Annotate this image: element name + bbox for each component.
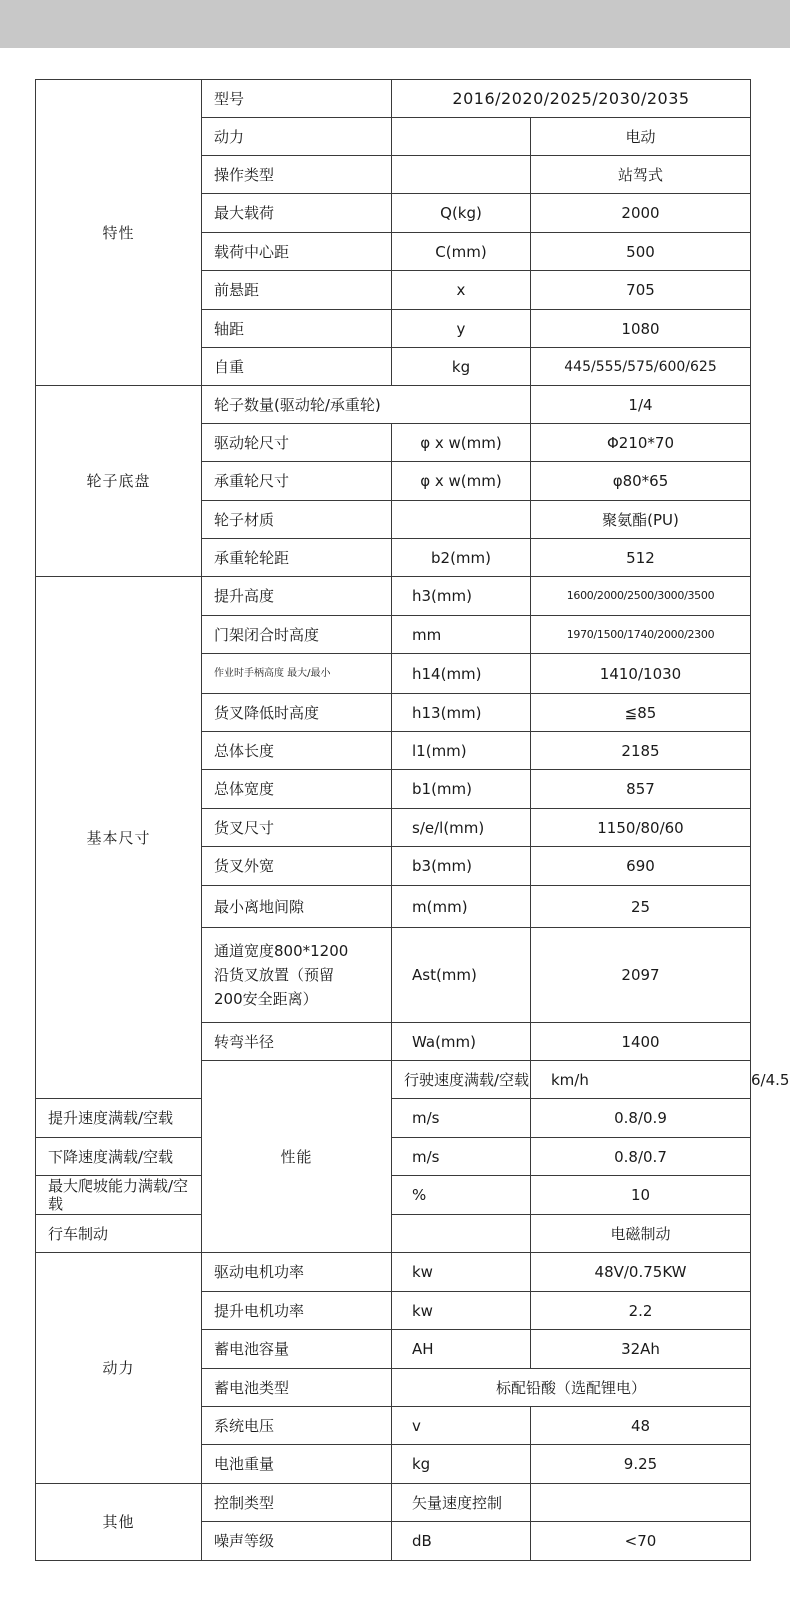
section-dimensions: 基本尺寸 — [36, 577, 202, 1099]
row-unit: y — [392, 310, 531, 348]
table-row — [36, 577, 751, 616]
row-unit: l1(mm) — [392, 732, 531, 770]
row-value: 标配铅酸（选配锂电） — [392, 1369, 751, 1407]
row-unit: v — [392, 1407, 531, 1445]
row-unit: Wa(mm) — [392, 1023, 531, 1061]
row-unit — [392, 118, 531, 156]
row-unit: b2(mm) — [392, 539, 531, 577]
row-value: 25 — [531, 886, 751, 928]
table-row — [36, 1099, 751, 1138]
table-row — [36, 80, 751, 118]
row-value: 2185 — [531, 732, 751, 770]
table-row — [36, 1253, 751, 1292]
row-value: 1/4 — [531, 386, 751, 424]
row-unit: b1(mm) — [392, 770, 531, 809]
row-label: 控制类型 — [202, 1484, 392, 1522]
table-row — [36, 1176, 751, 1215]
row-value: 32Ah — [531, 1330, 751, 1369]
row-value: 1400 — [531, 1023, 751, 1061]
row-label: 承重轮尺寸 — [202, 462, 392, 501]
row-value: 500 — [531, 233, 751, 271]
row-unit: m(mm) — [392, 886, 531, 928]
section-features: 特性 — [36, 80, 202, 386]
row-value: 2097 — [531, 928, 751, 1023]
row-label: 最小离地间隙 — [202, 886, 392, 928]
row-value: ≦85 — [531, 694, 751, 732]
row-label: 电池重量 — [202, 1445, 392, 1484]
row-label: 轴距 — [202, 310, 392, 348]
row-label: 行驶速度满载/空载 — [392, 1061, 531, 1099]
row-value: 1150/80/60 — [531, 809, 751, 847]
row-unit: s/e/l(mm) — [392, 809, 531, 847]
row-label-multiline — [202, 928, 392, 1023]
row-value: 0.8/0.9 — [531, 1099, 751, 1138]
row-value: 1970/1500/1740/2000/2300 — [531, 616, 751, 654]
row-unit: m/s — [392, 1138, 531, 1176]
row-label: 轮子数量(驱动轮/承重轮) — [202, 386, 531, 424]
row-unit: kw — [392, 1292, 531, 1330]
row-unit: C(mm) — [392, 233, 531, 271]
row-label: 动力 — [202, 118, 392, 156]
row-unit: dB — [392, 1522, 531, 1561]
row-value: 2000 — [531, 194, 751, 233]
row-value — [531, 1484, 751, 1522]
top-banner — [0, 0, 790, 48]
row-value: 445/555/575/600/625 — [531, 348, 751, 386]
row-unit: km/h — [531, 1061, 751, 1099]
row-unit: b3(mm) — [392, 847, 531, 886]
row-label: 总体长度 — [202, 732, 392, 770]
row-value: 9.25 — [531, 1445, 751, 1484]
row-label: 货叉外宽 — [202, 847, 392, 886]
row-label: 提升电机功率 — [202, 1292, 392, 1330]
row-value: 48V/0.75KW — [531, 1253, 751, 1292]
row-label: 轮子材质 — [202, 501, 392, 539]
row-label-line: 沿货叉放置（预留 — [214, 966, 335, 984]
row-unit: x — [392, 271, 531, 310]
row-label: 噪声等级 — [202, 1522, 392, 1561]
row-value: φ80*65 — [531, 462, 751, 501]
row-unit: h3(mm) — [392, 577, 531, 616]
section-performance: 性能 — [202, 1061, 392, 1253]
row-value: 10 — [531, 1176, 751, 1215]
table-row — [36, 1215, 751, 1253]
section-power: 动力 — [36, 1253, 202, 1484]
row-label: 提升高度 — [202, 577, 392, 616]
row-label: 承重轮轮距 — [202, 539, 392, 577]
table-row: 性能 行驶速度满载/空载 km/h 6/4.5 — [36, 1061, 751, 1099]
section-wheels: 轮子底盘 — [36, 386, 202, 577]
row-value: 1410/1030 — [531, 654, 751, 694]
row-unit — [392, 1215, 531, 1253]
row-value: 电磁制动 — [531, 1215, 751, 1253]
row-label-line: 200安全距离） — [214, 990, 318, 1008]
row-unit: kw — [392, 1253, 531, 1292]
row-label: 操作类型 — [202, 156, 392, 194]
row-value: 1080 — [531, 310, 751, 348]
row-label: 型号 — [202, 80, 392, 118]
section-other: 其他 — [36, 1484, 202, 1561]
row-unit: φ x w(mm) — [392, 424, 531, 462]
row-label: 转弯半径 — [202, 1023, 392, 1061]
row-value: 2.2 — [531, 1292, 751, 1330]
row-label: 驱动电机功率 — [202, 1253, 392, 1292]
row-unit: kg — [392, 1445, 531, 1484]
row-label: 作业时手柄高度 最大/最小 — [202, 654, 392, 694]
row-label: 行车制动 — [36, 1215, 202, 1253]
row-unit: h14(mm) — [392, 654, 531, 694]
row-value: 48 — [531, 1407, 751, 1445]
row-value: 1600/2000/2500/3000/3500 — [531, 577, 751, 616]
row-label: 载荷中心距 — [202, 233, 392, 271]
row-value: 站驾式 — [531, 156, 751, 194]
row-label: 货叉降低时高度 — [202, 694, 392, 732]
row-unit — [392, 501, 531, 539]
row-value: 聚氨酯(PU) — [531, 501, 751, 539]
row-label: 总体宽度 — [202, 770, 392, 809]
table-row — [36, 1138, 751, 1176]
row-label: 驱动轮尺寸 — [202, 424, 392, 462]
row-label: 系统电压 — [202, 1407, 392, 1445]
row-label: 下降速度满载/空载 — [36, 1138, 202, 1176]
row-unit: kg — [392, 348, 531, 386]
row-label: 自重 — [202, 348, 392, 386]
row-label-line: 通道宽度800*1200 — [214, 942, 349, 960]
table-row — [36, 1484, 751, 1522]
row-label: 最大载荷 — [202, 194, 392, 233]
row-unit: 矢量速度控制 — [392, 1484, 531, 1522]
row-unit — [392, 156, 531, 194]
row-label: 蓄电池容量 — [202, 1330, 392, 1369]
row-label: 最大爬坡能力满载/空载 — [36, 1176, 202, 1215]
row-unit: φ x w(mm) — [392, 462, 531, 501]
row-value: 512 — [531, 539, 751, 577]
row-value: 690 — [531, 847, 751, 886]
row-unit: Q(kg) — [392, 194, 531, 233]
row-unit: % — [392, 1176, 531, 1215]
row-value: Φ210*70 — [531, 424, 751, 462]
row-value: 2016/2020/2025/2030/2035 — [392, 80, 751, 118]
row-value: 0.8/0.7 — [531, 1138, 751, 1176]
row-unit: AH — [392, 1330, 531, 1369]
row-unit: m/s — [392, 1099, 531, 1138]
row-value: 705 — [531, 271, 751, 310]
row-label: 货叉尺寸 — [202, 809, 392, 847]
row-value: 电动 — [531, 118, 751, 156]
row-label: 提升速度满载/空载 — [36, 1099, 202, 1138]
row-unit: Ast(mm) — [392, 928, 531, 1023]
row-value: <70 — [531, 1522, 751, 1561]
row-label: 前悬距 — [202, 271, 392, 310]
row-unit: h13(mm) — [392, 694, 531, 732]
row-label: 蓄电池类型 — [202, 1369, 392, 1407]
row-value: 857 — [531, 770, 751, 809]
row-unit: mm — [392, 616, 531, 654]
spec-table — [35, 79, 790, 1561]
row-label: 门架闭合时高度 — [202, 616, 392, 654]
table-row — [36, 386, 751, 424]
